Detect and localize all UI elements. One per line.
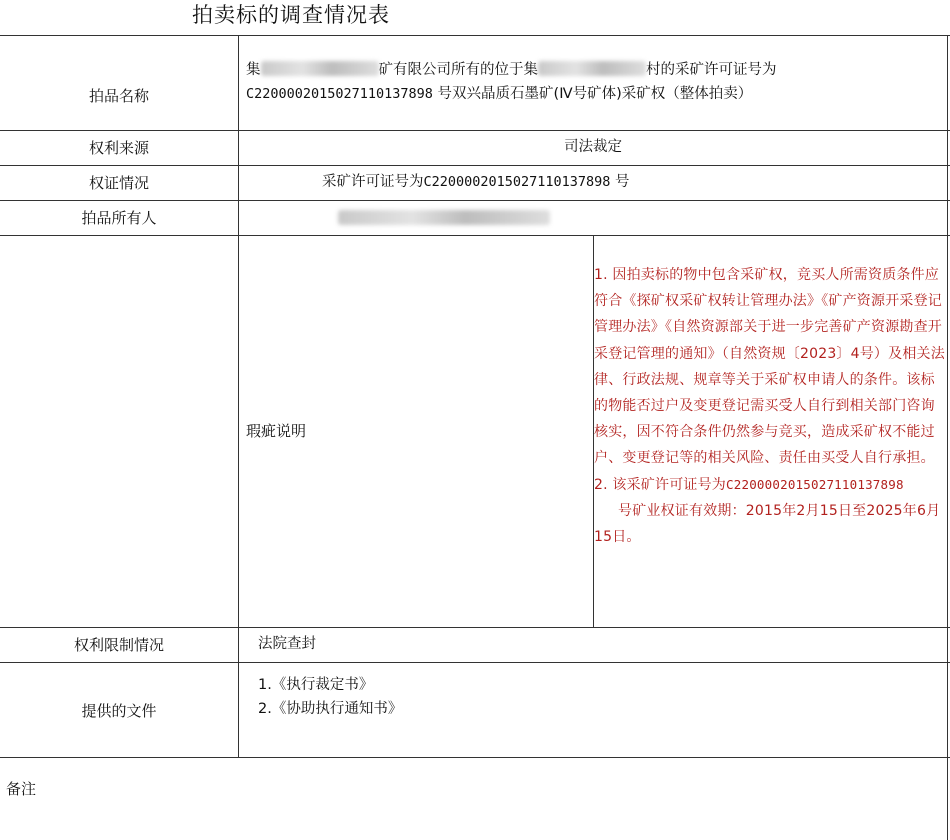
defects-description — [594, 262, 946, 550]
page-title: 拍卖标的调查情况表 — [192, 3, 390, 27]
table-right-border — [947, 35, 948, 840]
rights-source-label: 权利来源 — [88, 139, 149, 157]
row-divider — [0, 662, 950, 663]
table-top-border — [0, 35, 950, 36]
restrictions-value: 法院查封 — [258, 636, 316, 652]
owner-label: 拍品所有人 — [81, 209, 157, 227]
row-divider — [0, 200, 950, 201]
redacted-company-name — [261, 61, 379, 76]
document-item: 1.《执行裁定书》 — [258, 677, 374, 693]
rights-source-value: 司法裁定 — [564, 139, 622, 155]
row-divider — [0, 757, 950, 758]
documents-label: 提供的文件 — [81, 702, 157, 720]
defects-label: 瑕疵说明 — [246, 422, 307, 440]
remarks-label: 备注 — [6, 780, 37, 798]
lot-name-label: 拍品名称 — [88, 87, 149, 105]
lot-name-line2: C2200002015027110137898 号双兴晶质石墨矿(Ⅳ号矿体)采矿权（整体拍卖） — [246, 86, 753, 102]
defects-item-2: 2. 该采矿许可证号为C2200002015027110137898 号矿业权证有效期：2015年2月15日至2025年6月15日。 — [594, 476, 941, 546]
row-divider — [0, 235, 950, 236]
redacted-location — [538, 61, 646, 76]
restrictions-label: 权利限制情况 — [73, 636, 164, 654]
defects-item-1: 1. 因拍卖标的物中包含采矿权，竞买人所需资质条件应符合《探矿权采矿权转让管理办法》《矿产资源开采登记管理办法》《自然资源部关于进一步完善矿产资源勘查开采登记管理的通知》（自然资规〔2023〕4号）及相关法律、行政法规、规章等关于采矿权申请人的条件。该标的物能否过户及变更登记需买受人自行到相关部门咨询核实，因不符合条件仍然参与竞买，造成采矿权不能过户、变更登记等的相关风险、责任由买受人自行承担。 — [594, 267, 945, 467]
row-divider — [0, 130, 950, 131]
owner-value — [338, 207, 550, 231]
documents-list — [258, 673, 402, 721]
certificate-label: 权证情况 — [88, 174, 149, 192]
row-divider — [0, 627, 950, 628]
lot-name-value — [246, 58, 944, 106]
row-divider — [0, 165, 950, 166]
redacted-owner-name — [338, 210, 550, 225]
certificate-value: 采矿许可证号为C2200002015027110137898 号 — [322, 174, 630, 190]
lot-name-line1: 集 矿有限公司所有的位于集 村的采矿许可证号为 — [246, 62, 777, 78]
document-item: 2.《协助执行通知书》 — [258, 701, 403, 717]
